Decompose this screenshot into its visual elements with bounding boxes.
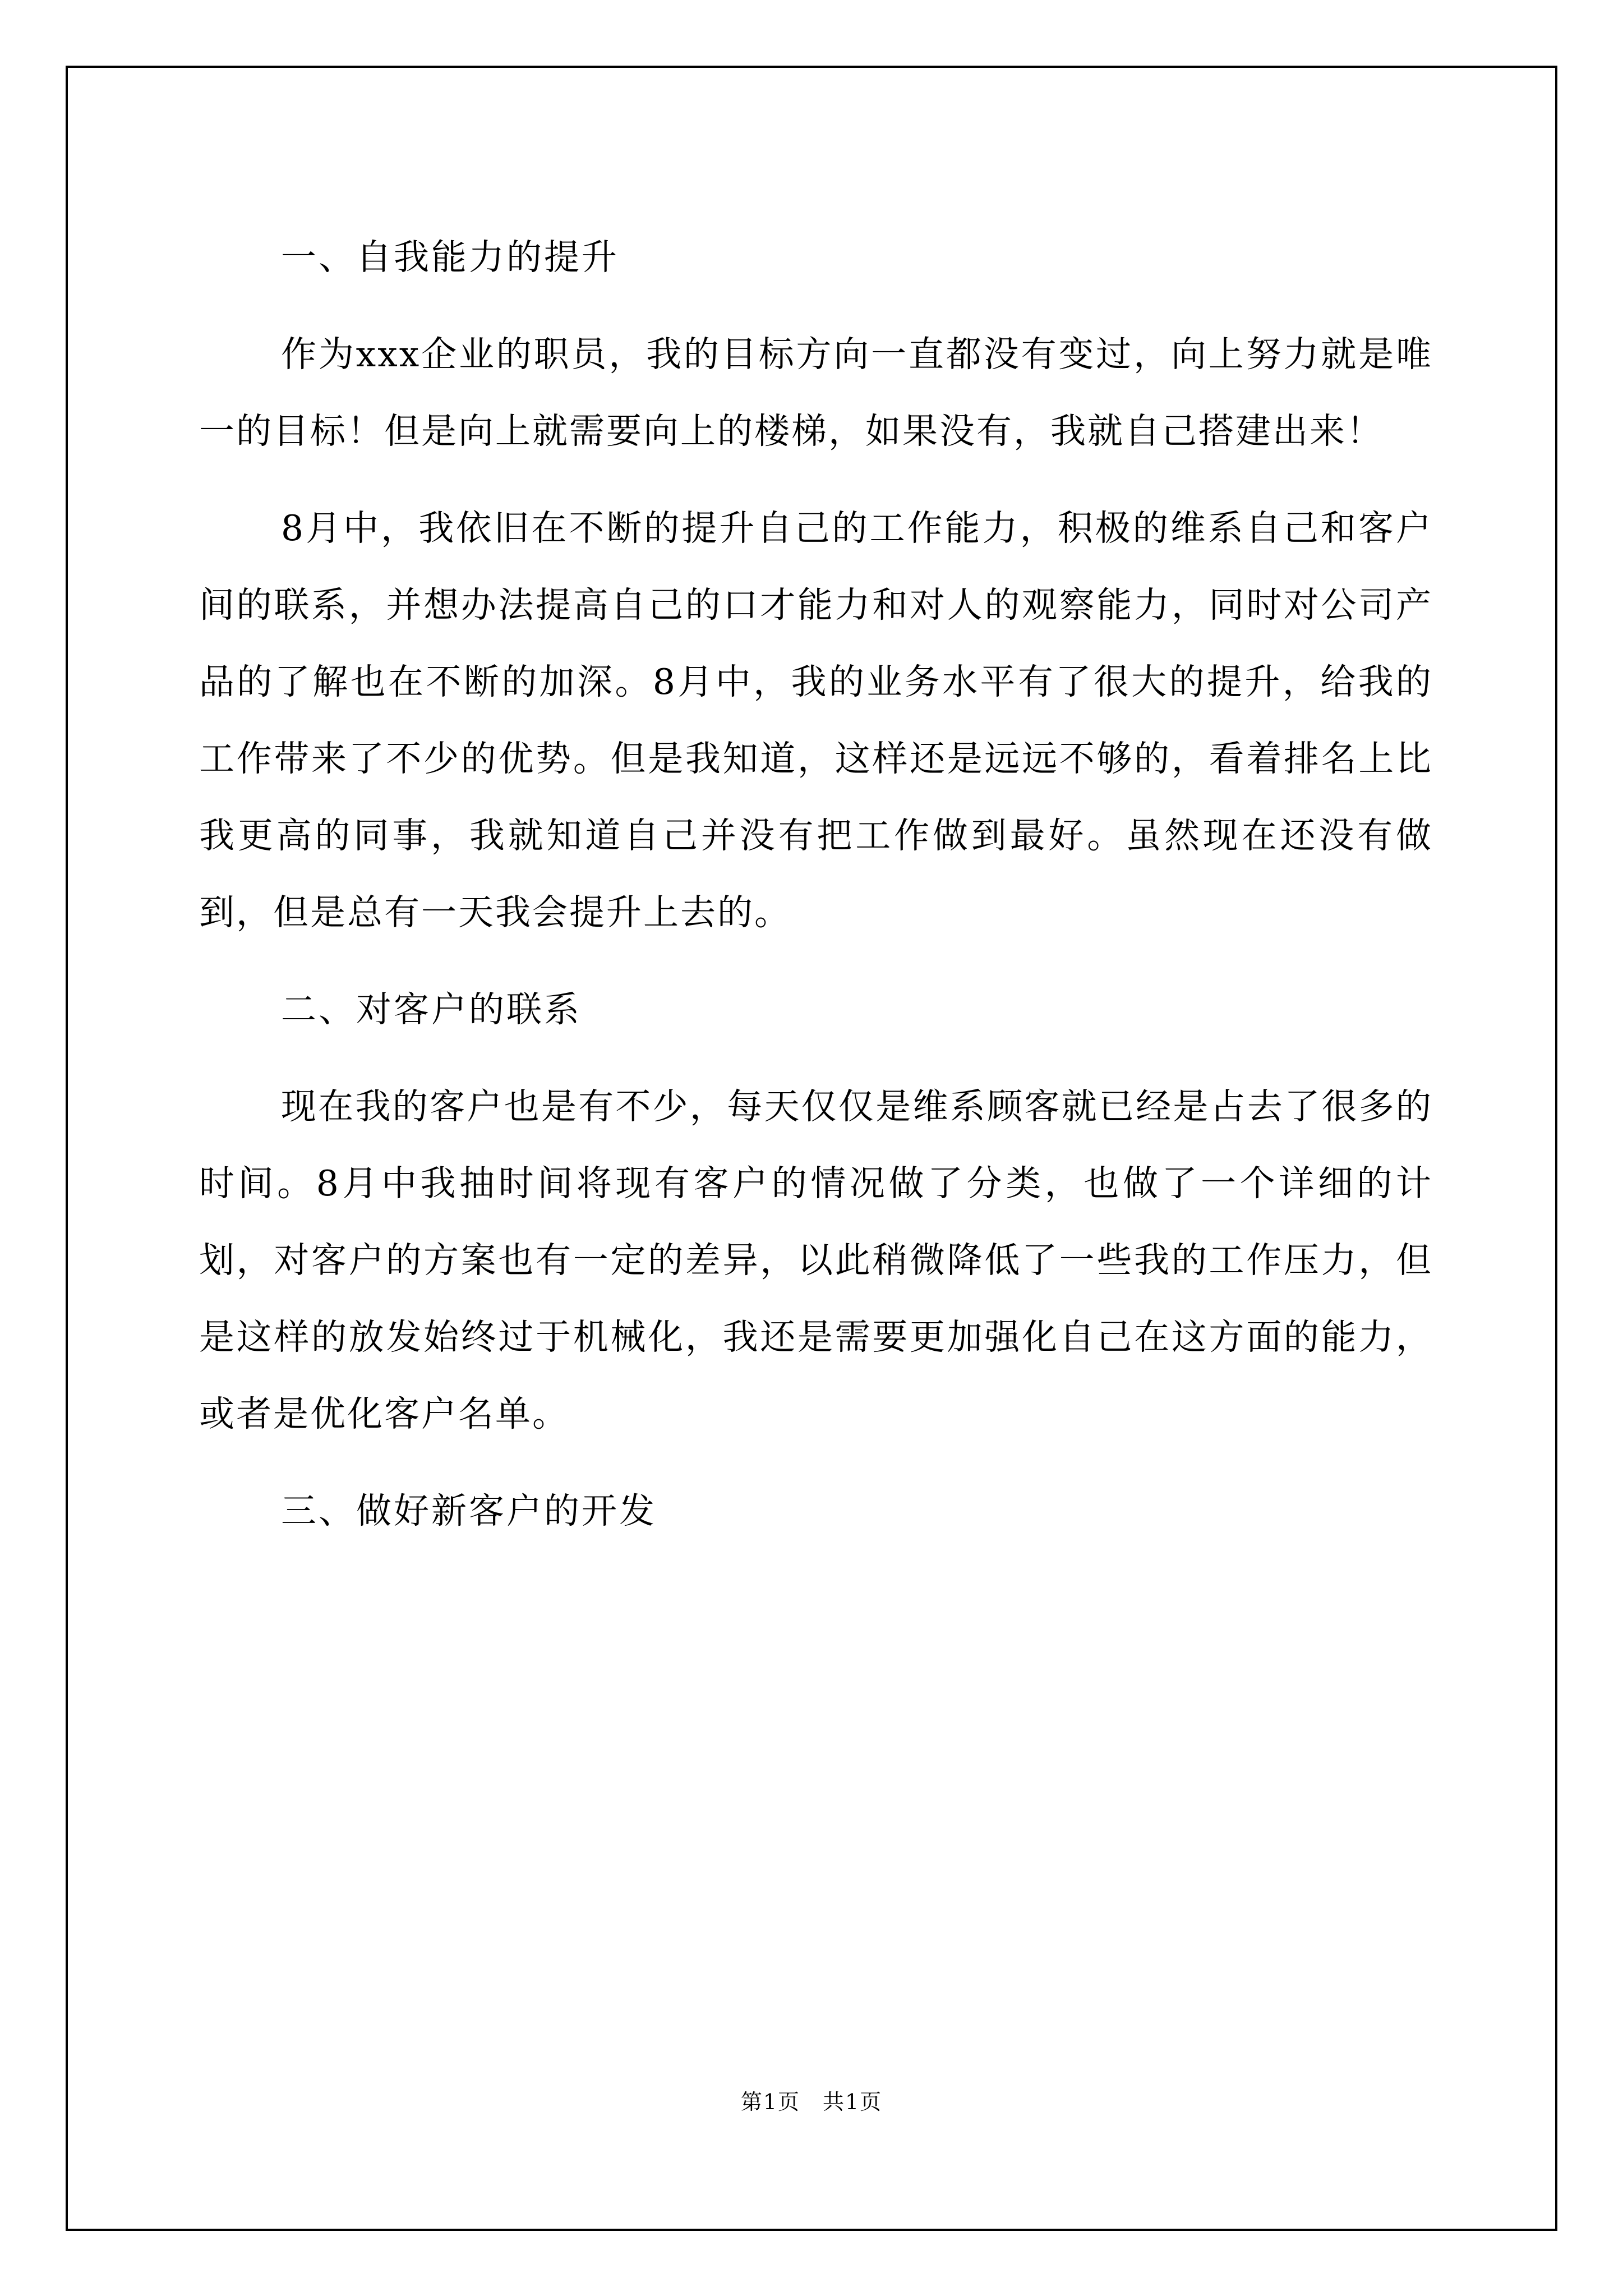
document-body	[199, 219, 1433, 1570]
paragraph-1-1: 作为xxx企业的职员，我的目标方向一直都没有变过，向上努力就是唯一的目标！但是向上就需要向上的楼梯，如果没有，我就自己搭建出来！	[199, 334, 1433, 452]
section-heading-3: 三、做好新客户的开发	[281, 1490, 657, 1531]
paragraph-1-2: 8月中，我依旧在不断的提升自己的工作能力，积极的维系自己和客户间的联系，并想办法提高自己的口才能力和对人的观察能力，同时对公司产品的了解也在不断的加深。8月中，我的业务水平有了很大的提升，给我的工作带来了不少的优势。但是我知道，这样还是远远不够的，看着排名上比我更高的同事，我就知道自己并没有把工作做到最好。虽然现在还没有做到，但是总有一天我会提升上去的。	[199, 508, 1433, 933]
page-footer: 第1页 共1页	[740, 2090, 883, 2114]
paragraph-2-1: 现在我的客户也是有不少，每天仅仅是维系顾客就已经是占去了很多的时间。8月中我抽时间将现有客户的情况做了分类，也做了一个详细的计划，对客户的方案也有一定的差异，以此稍微降低了一些我的工作压力，但是这样的放发始终过于机械化，我还是需要更加强化自己在这方面的能力，或者是优化客户名单。	[199, 1086, 1433, 1434]
section-heading-1: 一、自我能力的提升	[281, 237, 619, 278]
section-heading-2: 二、对客户的联系	[281, 989, 582, 1030]
